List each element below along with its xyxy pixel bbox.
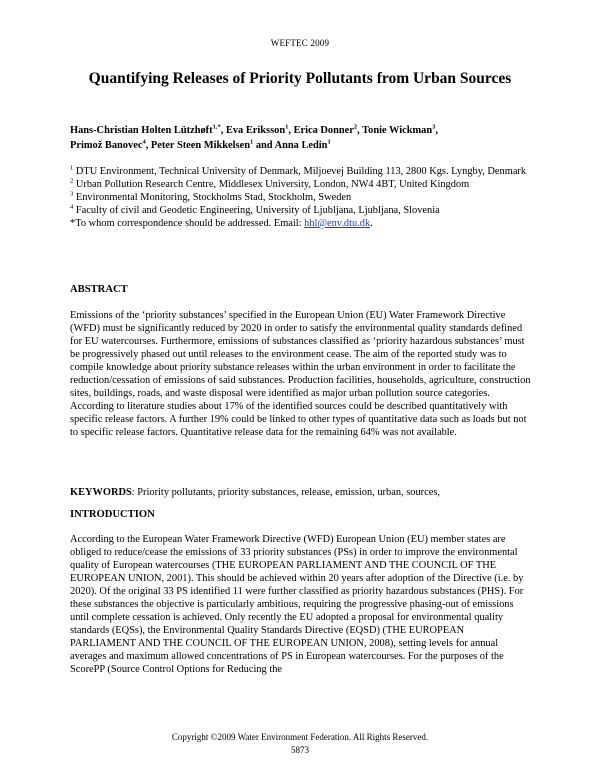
author-list <box>70 123 540 153</box>
abstract-heading: ABSTRACT <box>70 284 128 295</box>
abstract-body: Emissions of the ‘priority substances’ specified in the European Union (EU) Water Framework Directive (WFD) must be significantly reduced by 2020 in order to satisfy the environmental quality standards defined for EU watercourses. Furthermore, emissions of substances classified as ‘priority hazardous substances’ must be progressively phased out until releases to the environment cease. The aim of the reported study was to compile knowledge about priority substance releases within the urban environment in order to facilitate the reduction/cessation of emissions of said substances. Production facilities, households, agriculture, construction sites, buildings, roads, and waste disposal were identified as major urban pollution source categories. According to literature studies about 17% of the identified sources could be described quantitatively with specific release factors. A further 19% could be linked to other types of quantitative data such as loads but not to specific release factors. Quantitative release data for the remaining 64% was not available. <box>70 310 531 438</box>
affiliation: $^2$ Urban Pollution Research Centre, Middlesex University, London, NW4 4BT, United Kingdom <box>70 177 470 190</box>
author: Anna Ledin$^1$ <box>274 138 331 151</box>
author: Primož Banovec$^4$, <box>70 138 151 151</box>
introduction-heading: INTRODUCTION <box>70 509 155 520</box>
author: Tonie Wickman$^3$, <box>362 123 438 136</box>
author: Erica Donner$^2$, <box>293 123 363 136</box>
keywords-text: : Priority pollutants, priority substances, release, emission, urban, sources, <box>131 487 440 498</box>
author: Peter Steen Mikkelsen$^1$ and <box>150 138 275 151</box>
author: Eva Eriksson$^1$, <box>225 123 294 136</box>
keywords <box>70 486 532 499</box>
affiliation-list <box>70 165 540 230</box>
copyright-footer: Copyright ©2009 Water Environment Federation. All Rights Reserved. <box>171 732 429 742</box>
email-link[interactable]: hhl@env.dtu.dk <box>304 218 371 229</box>
introduction-body: According to the European Water Framework Directive (WFD) European Union (EU) member states are obliged to reduce/cease the emissions of 33 priority substances (PSs) in order to improve the environmental quality of European watercourses (THE EUROPEAN PARLIAMENT AND THE COUNCIL OF THE EUROPEAN UNION, 2001). This should be achieved within 20 years after adoption of the Directive (i.e. by 2020). Of the original 33 PS identified 11 were further classified as priority hazardous substances (PHS). For these substances the objective is particularly ambitious, requiring the progressive phasing-out of emissions until complete cessation is achieved. Only recently the EU adopted a proposal for environmental quality standards (EQSs), the Environmental Quality Standards Directive (EQSD) (THE EUROPEAN PARLIAMENT AND THE COUNCIL OF THE EUROPEAN UNION, 2008), setting levels for annual averages and maximum allowed concentrations of PS in European watercourses. For the purposes of the ScorePP (Source Control Options for Reducing the <box>70 534 524 675</box>
keywords-label: KEYWORDS <box>70 487 132 498</box>
page-number: 5873 <box>291 745 309 755</box>
affiliation: $^3$ Environmental Monitoring, Stockholms Stad, Stockholm, Sweden <box>70 190 352 203</box>
affiliation: $^4$ Faculty of civil and Geodetic Engineering, University of Ljubljana, Ljubljana, Slovenia <box>70 203 440 216</box>
running-header: WEFTEC 2009 <box>270 38 330 48</box>
paper-title: Quantifying Releases of Priority Pollutants from Urban Sources <box>88 70 512 87</box>
affiliation: $^1$ DTU Environment, Technical University of Denmark, Miljoevej Building 113, 2800 Kgs. Lyngby, Denmark <box>70 164 527 177</box>
correspondence-note: *To whom correspondence should be addressed. Email: hhl@env.dtu.dk. <box>70 218 373 229</box>
author: Hans-Christian Holten Lützhøft$^{1,*}$, <box>70 123 226 136</box>
